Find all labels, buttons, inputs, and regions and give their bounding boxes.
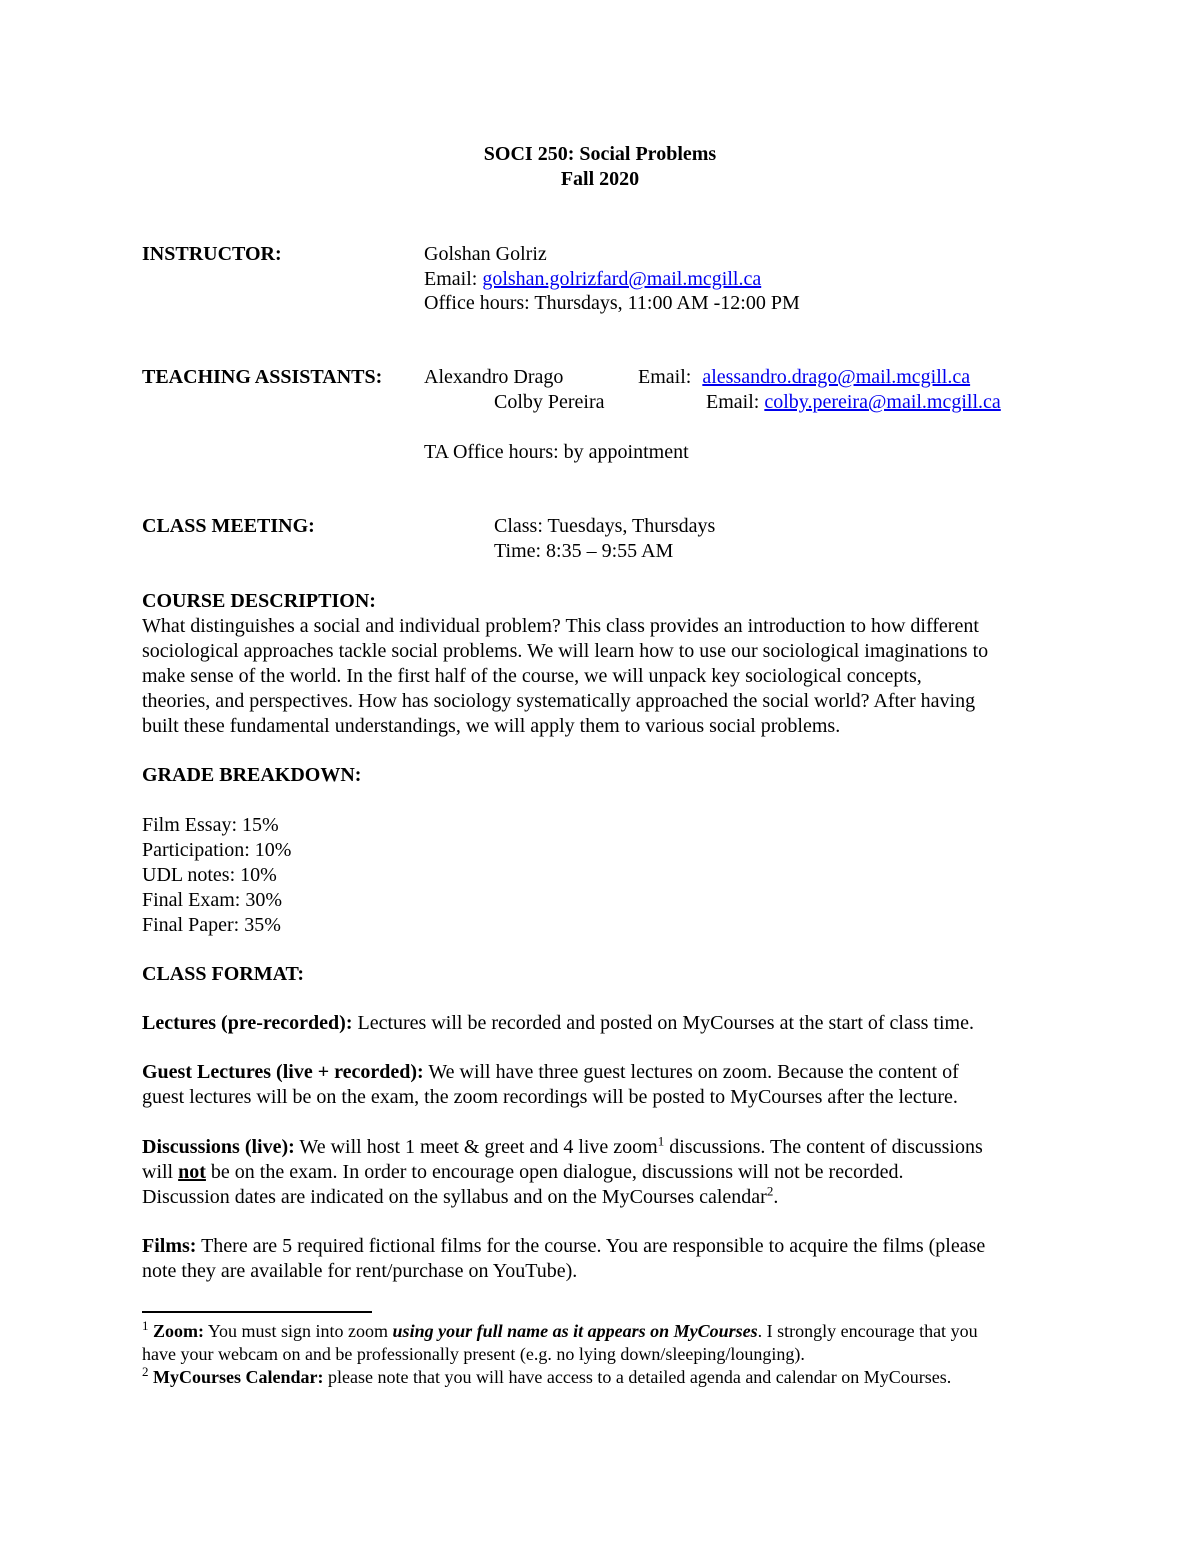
ta-email-prefix: Email: — [638, 366, 697, 388]
discussions-text: . — [773, 1186, 779, 1208]
grade-item: UDL notes: 10% — [142, 864, 277, 886]
course-description-text — [142, 614, 1067, 739]
grade-item: Final Exam: 30% — [142, 889, 282, 911]
ta-name: Alexandro Drago — [424, 366, 564, 388]
lectures-label: Lectures (pre-recorded): — [142, 1012, 353, 1034]
footnote-number: 2 — [142, 1364, 149, 1379]
discussions-text: We will host 1 meet & greet and 4 live zoom — [294, 1136, 658, 1158]
discussions-label: Discussions (live): — [142, 1136, 295, 1158]
footnote-ref-1[interactable]: 1 — [657, 1133, 665, 1149]
footnote-1 — [142, 1320, 1072, 1343]
description-line: built these fundamental understandings, we will apply them to various social problems. — [142, 715, 841, 737]
instructor-label: INSTRUCTOR: — [142, 243, 282, 265]
class-meeting-days: Class: Tuesdays, Thursdays — [494, 515, 716, 537]
class-meeting-label: CLASS MEETING: — [142, 515, 315, 537]
footnote-number: 1 — [142, 1318, 149, 1333]
discussions-text: will — [142, 1161, 179, 1183]
discussions-paragraph — [142, 1135, 983, 1160]
guest-lectures-text: We will have three guest lectures on zoom. Because the content of — [423, 1061, 959, 1083]
footnote-emphasis: using your full name as it appears on MyCourses — [392, 1321, 758, 1341]
instructor-email-line — [424, 267, 761, 292]
instructor-email-link[interactable]: golshan.golrizfard@mail.mcgill.ca — [482, 268, 762, 290]
guest-lectures-paragraph — [142, 1060, 959, 1085]
footnote-2 — [142, 1366, 1072, 1389]
footnote-text: please note that you will have access to a detailed agenda and calendar on MyCourses. — [323, 1367, 952, 1387]
films-line2: note they are available for rent/purchase on YouTube). — [142, 1260, 578, 1282]
footnote-text: You must sign into zoom — [204, 1321, 393, 1341]
footnote-label: Zoom: — [148, 1321, 204, 1341]
description-line: make sense of the world. In the first half of the course, we will unpack key sociological concepts, — [142, 665, 922, 687]
ta-email-line — [706, 390, 1001, 415]
course-term: Fall 2020 — [560, 168, 640, 190]
ta-label: TEACHING ASSISTANTS: — [142, 366, 383, 388]
films-paragraph — [142, 1234, 985, 1259]
discussions-text: discussions. The content of discussions — [664, 1136, 983, 1158]
discussions-line3 — [142, 1185, 778, 1210]
films-text: There are 5 required fictional films for the course. You are responsible to acquire the films (please — [196, 1235, 986, 1257]
ta-email-prefix: Email: — [706, 391, 765, 413]
grade-breakdown-list — [142, 813, 1067, 938]
course-title: SOCI 250: Social Problems — [483, 143, 717, 165]
ta-email-line — [638, 365, 970, 390]
grade-item: Participation: 10% — [142, 839, 292, 861]
discussions-text: be on the exam. In order to encourage open dialogue, discussions will not be recorded. — [205, 1161, 904, 1183]
not-emphasis: not — [178, 1161, 206, 1183]
ta-name: Colby Pereira — [494, 391, 605, 413]
guest-lectures-line2: guest lectures will be on the exam, the zoom recordings will be posted to MyCourses after the lecture. — [142, 1086, 958, 1108]
instructor-email-prefix: Email: — [424, 268, 483, 290]
description-line: What distinguishes a social and individual problem? This class provides an introduction to how different — [142, 615, 979, 637]
instructor-name: Golshan Golriz — [424, 243, 547, 265]
grade-item: Final Paper: 35% — [142, 914, 281, 936]
class-format-heading: CLASS FORMAT: — [142, 963, 305, 985]
footnote-ref-2[interactable]: 2 — [766, 1183, 774, 1199]
footnote-separator — [142, 1311, 372, 1313]
ta-email-link[interactable]: colby.pereira@mail.mcgill.ca — [764, 391, 1001, 413]
footnotes — [142, 1320, 1072, 1389]
discussions-text: Discussion dates are indicated on the syllabus and on the MyCourses calendar — [142, 1186, 767, 1208]
ta-email-link[interactable]: alessandro.drago@mail.mcgill.ca — [702, 366, 971, 388]
description-line: theories, and perspectives. How has sociology systematically approached the social world? After having — [142, 690, 976, 712]
footnote-1-line2: have your webcam on and be professionally present (e.g. no lying down/sleeping/lounging). — [142, 1344, 805, 1364]
footnote-text: . I strongly encourage that you — [757, 1321, 978, 1341]
course-description-heading: COURSE DESCRIPTION: — [142, 590, 376, 612]
class-meeting-time: Time: 8:35 – 9:55 AM — [494, 540, 674, 562]
grade-breakdown-heading: GRADE BREAKDOWN: — [142, 764, 362, 786]
ta-office-hours: TA Office hours: by appointment — [424, 441, 689, 463]
lectures-text: Lectures will be recorded and posted on MyCourses at the start of class time. — [352, 1012, 974, 1034]
footnote-label: MyCourses Calendar: — [148, 1367, 324, 1387]
description-line: sociological approaches tackle social problems. We will learn how to use our sociological imaginations to — [142, 640, 989, 662]
lectures-paragraph — [142, 1011, 974, 1036]
discussions-line2 — [142, 1160, 904, 1185]
grade-item: Film Essay: 15% — [142, 814, 279, 836]
instructor-office-hours: Office hours: Thursdays, 11:00 AM -12:00 PM — [424, 292, 800, 314]
guest-lectures-label: Guest Lectures (live + recorded): — [142, 1061, 424, 1083]
films-label: Films: — [142, 1235, 197, 1257]
